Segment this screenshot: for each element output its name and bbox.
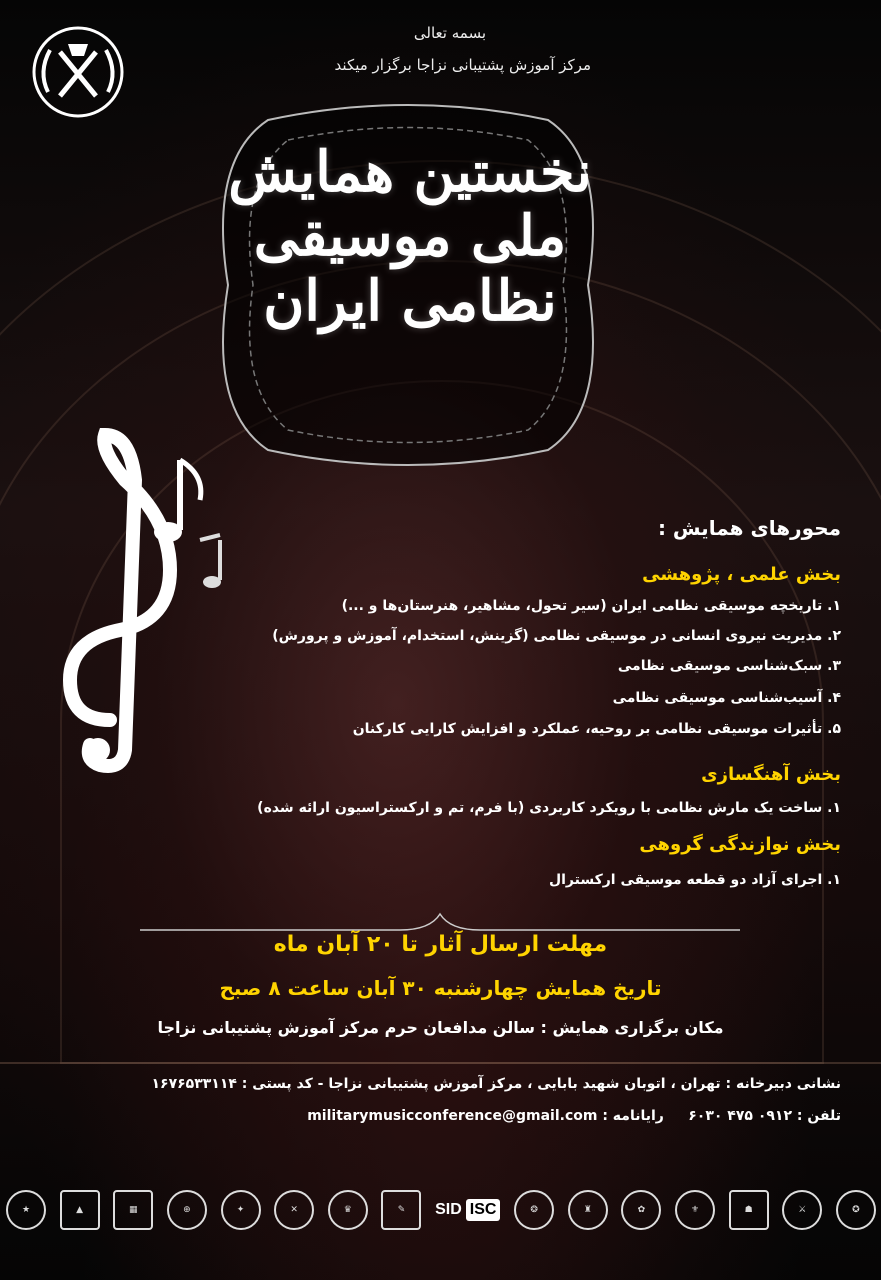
isc-logo-text: ISC — [466, 1199, 501, 1221]
sponsor-logo-icon: ⚜ — [675, 1190, 715, 1230]
topics-heading: محورهای همایش : — [657, 516, 841, 540]
title-line-3: نظامی ایران — [263, 267, 557, 334]
header-organizer: مرکز آموزش پشتیبانی نزاجا برگزار میکند — [334, 56, 591, 74]
sponsor-logos — [6, 1180, 876, 1240]
sponsor-logo-icon: ✕ — [274, 1190, 314, 1230]
list-item: ۴. آسیب‌شناسی موسیقی نظامی — [612, 690, 841, 706]
sponsor-logo-icon: ❂ — [514, 1190, 554, 1230]
sponsor-logo-icon: ✎ — [381, 1190, 421, 1230]
header-bismillah: بسمه تعالی — [413, 24, 486, 42]
list-item: ۱. تاریخچه موسیقی نظامی ایران (سیر تحول، مشاهیر، هنرستان‌ها و ...) — [341, 598, 841, 614]
sponsor-logo-icon: ⚔ — [782, 1190, 822, 1230]
sponsor-logo-icon: ☗ — [729, 1190, 769, 1230]
title-line-2: ملی موسیقی — [253, 203, 567, 270]
divider — [140, 912, 740, 932]
list-item: ۱. ساخت یک مارش نظامی با رویکرد کاربردی (با فرم، تم و ارکستراسیون ارائه شده) — [257, 800, 841, 816]
sponsor-logo-icon: ✿ — [621, 1190, 661, 1230]
sponsor-logo-icon: ⊕ — [167, 1190, 207, 1230]
section-composition-title: بخش آهنگسازی — [701, 764, 841, 785]
sponsor-logo-icon: ▲ — [60, 1190, 100, 1230]
venue-text: مکان برگزاری همایش : سالن مدافعان حرم مرکز آموزش پشتیبانی نزاجا — [157, 1018, 724, 1037]
sponsor-logo-icon: ✪ — [836, 1190, 876, 1230]
army-emblem-icon — [28, 22, 128, 122]
phone-text: تلفن : ۰۹۱۲ ۴۷۵ ۶۰۳۰ — [688, 1108, 841, 1124]
deadline-text: مهلت ارسال آثار تا ۲۰ آبان ماه — [273, 932, 608, 957]
sid-logo-text: SID — [435, 1201, 462, 1218]
sponsor-logo-icon: ♜ — [568, 1190, 608, 1230]
sponsor-logo-icon: ✦ — [221, 1190, 261, 1230]
contact-line — [307, 1108, 841, 1124]
list-item: ۳. سبک‌شناسی موسیقی نظامی — [617, 658, 841, 674]
list-item: ۵. تأثیرات موسیقی نظامی بر روحیه، عملکرد و افزایش کارایی کارکنان — [352, 721, 841, 737]
list-item: ۲. مدیریت نیروی انسانی در موسیقی نظامی (گزینش، استخدام، آموزش و پرورش) — [272, 628, 841, 644]
sponsor-logo-icon: ♛ — [328, 1190, 368, 1230]
sponsor-logo-icon: ▦ — [113, 1190, 153, 1230]
conference-title — [200, 140, 620, 333]
address-text: نشانی دبیرخانه : تهران ، اتوبان شهید بابایی ، مرکز آموزش پشتیبانی نزاجا - کد پستی : ۱۶۷۶۵۳۳۱۱۴ — [151, 1076, 841, 1092]
treble-clef-icon — [30, 420, 250, 780]
title-line-1: نخستین همایش — [228, 139, 592, 205]
email-label: رایانامه : — [602, 1108, 664, 1124]
event-date-text: تاریخ همایش چهارشنبه ۳۰ آبان ساعت ۸ صبح — [219, 976, 662, 1000]
sid-logo — [435, 1199, 500, 1221]
section-ensemble-title: بخش نوازندگی گروهی — [639, 834, 841, 855]
email-link[interactable]: militarymusicconference@gmail.com — [307, 1108, 598, 1124]
section-scientific-title: بخش علمی ، پژوهشی — [642, 564, 841, 585]
sponsor-logo-icon: ★ — [6, 1190, 46, 1230]
list-item: ۱. اجرای آزاد دو قطعه موسیقی ارکسترال — [548, 872, 841, 888]
